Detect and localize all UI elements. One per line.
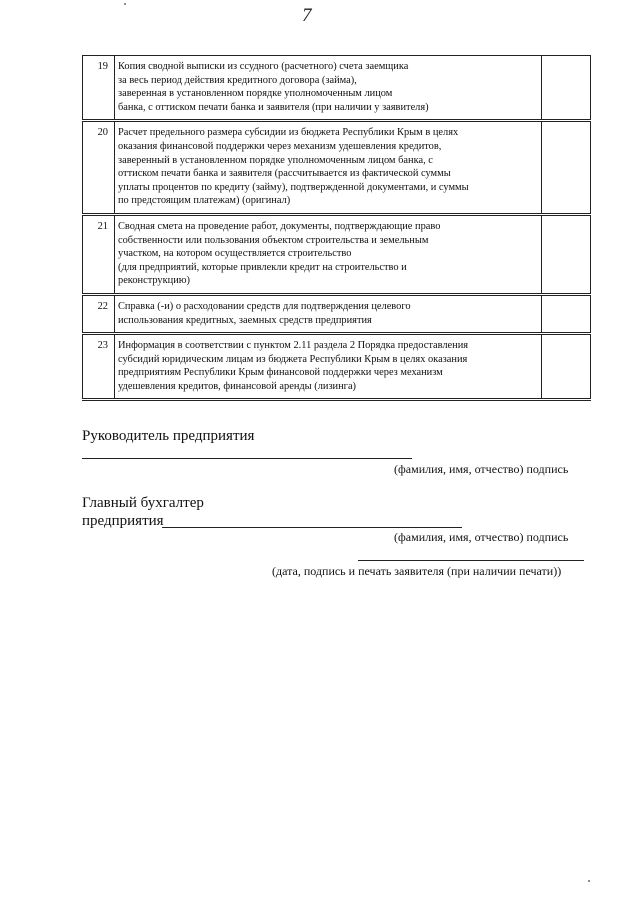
- row-number: 22: [83, 294, 115, 333]
- description-line: за весь период действия кредитного договора (займа),: [118, 74, 357, 86]
- row-mark-cell: [542, 56, 591, 121]
- table-row: [83, 214, 591, 294]
- description-line: использования кредитных, заемных средств предприятия: [118, 314, 372, 326]
- description-line: субсидий юридическим лицам из бюджета Республики Крым в целях оказания: [118, 353, 468, 365]
- accountant-label-line1: Главный бухгалтер: [82, 495, 204, 511]
- date-signature-line: [358, 560, 584, 561]
- description-line: Расчет предельного размера субсидии из бюджета Республики Крым в целях: [118, 127, 459, 139]
- table-row: [83, 294, 591, 333]
- page-number: 7: [302, 5, 312, 26]
- row-description: [115, 214, 542, 294]
- documents-table: [82, 55, 591, 401]
- description-line: Копия сводной выписки из ссудного (расчетного) счета заемщика: [118, 61, 409, 72]
- row-mark-cell: [542, 121, 591, 215]
- row-description: [115, 334, 542, 400]
- date-caption: (дата, подпись и печать заявителя (при наличии печати)): [272, 564, 562, 578]
- description-line: по предстоящим платежам) (оригинал): [118, 195, 291, 207]
- description-line: заверенный в установленном порядке уполномоченным лицом банка, с: [118, 154, 433, 166]
- row-description: [115, 56, 542, 121]
- accountant-caption: (фамилия, имя, отчество) подпись: [394, 530, 569, 544]
- scan-speck: [588, 880, 590, 882]
- description-line: удешевления кредитов, финансовой аренды (лизинга): [118, 380, 357, 392]
- row-description: [115, 121, 542, 215]
- table-row: [83, 121, 591, 215]
- row-number: 20: [83, 121, 115, 215]
- description-line: оттиском печати банка и заявителя (рассчитывается из фактической суммы: [118, 168, 451, 180]
- accountant-label-line2: предприятия: [82, 513, 164, 529]
- row-number: 21: [83, 214, 115, 294]
- accountant-signature-line: [162, 527, 462, 528]
- table-row: [83, 56, 591, 121]
- row-description: [115, 294, 542, 333]
- description-line: оказания финансовой поддержки через механизм удешевления кредитов,: [118, 140, 442, 152]
- description-line: заверенная в установленном порядке уполномоченным лицом: [118, 88, 393, 100]
- row-mark-cell: [542, 334, 591, 400]
- row-number: 23: [83, 334, 115, 400]
- description-line: уплаты процентов по кредиту (займу), подтвержденной документами, и суммы: [118, 181, 469, 193]
- description-line: (для предприятий, которые привлекли кредит на строительство и: [118, 261, 407, 273]
- description-line: предприятиям Республики Крым финансовой поддержки через механизм: [118, 367, 443, 379]
- description-line: Информация в соответствии с пунктом 2.11 раздела 2 Порядка предоставления: [118, 340, 469, 352]
- table-row: [83, 334, 591, 400]
- description-line: реконструкцию): [118, 275, 191, 287]
- head-label: Руководитель предприятия: [82, 428, 255, 444]
- description-line: Сводная смета на проведение работ, документы, подтверждающие право: [118, 220, 441, 232]
- description-line: собственности или пользования объектом строительства и земельным: [118, 234, 429, 246]
- scan-speck: [124, 3, 126, 5]
- table-body: [83, 56, 591, 400]
- row-mark-cell: [542, 214, 591, 294]
- row-mark-cell: [542, 294, 591, 333]
- row-number: 19: [83, 56, 115, 121]
- description-line: Справка (-и) о расходовании средств для подтверждения целевого: [118, 300, 411, 312]
- description-line: банка, с оттиском печати банка и заявителя (при наличии у заявителя): [118, 101, 429, 113]
- head-signature-line: [82, 458, 412, 459]
- description-line: участком, на котором осуществляется строительство: [118, 248, 352, 260]
- head-caption: (фамилия, имя, отчество) подпись: [394, 462, 569, 476]
